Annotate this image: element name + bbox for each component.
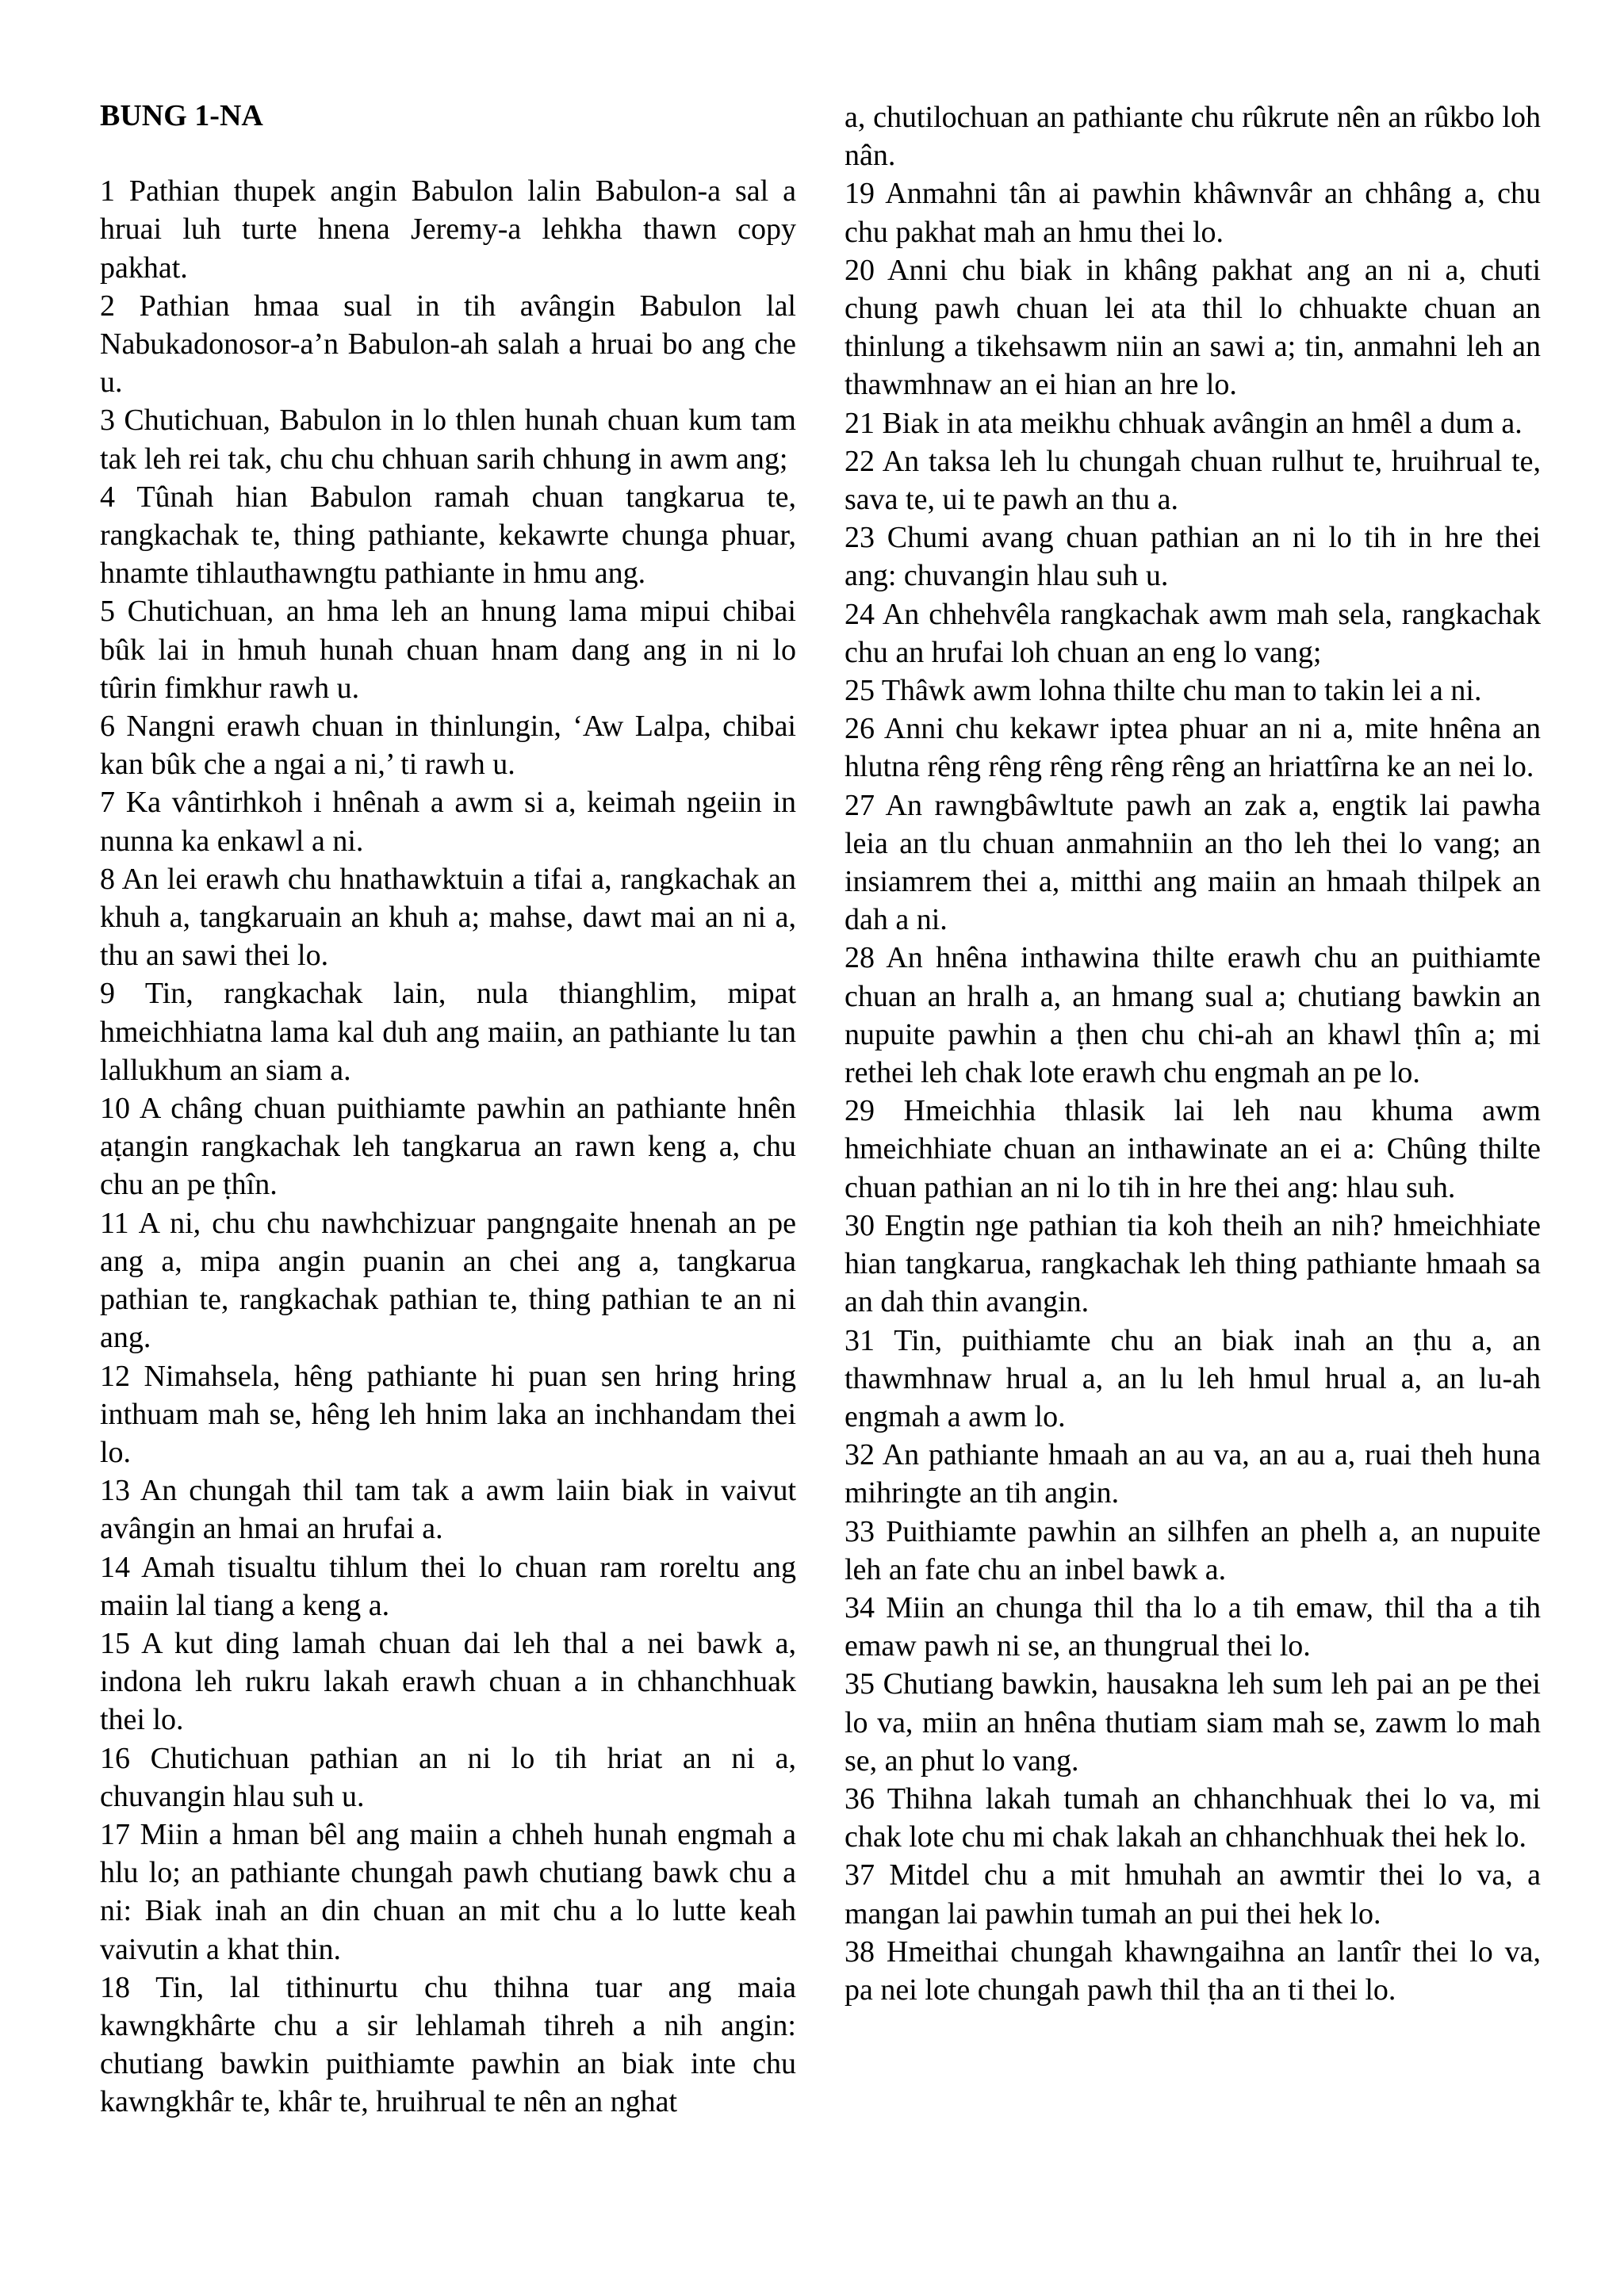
verse: 16 Chutichuan pathian an ni lo tih hriat an ni a, chuvangin hlau suh u. bbox=[100, 1741, 796, 1813]
verse: 18 Tin, lal tithinurtu chu thihna tuar ang maia kawngkhârte chu a sir lehlamah tihreh a nih angin: chutiang bawkin puithiamte pawhin an biak inte chu kawngkhâr te, khâr te, hruihrual te nên an nghat bbox=[100, 1970, 796, 2119]
verse: 6 Nangni erawh chuan in thinlungin, ‘Aw Lalpa, chibai kan bûk che a ngai a ni,’ ti rawh u. bbox=[100, 710, 796, 782]
verse: 4 Tûnah hian Babulon ramah chuan tangkarua te, rangkachak te, thing pathiante, kekawrte chunga phuar, hnamte tihlauthawngtu pathiante in hmu ang. bbox=[100, 480, 796, 591]
verse: 26 Anni chu kekawr iptea phuar an ni a, mite hnêna an hlutna rêng rêng rêng rêng rêng an hriattîrna ke an nei lo. bbox=[845, 712, 1541, 784]
verse: 2 Pathian hmaa sual in tih avângin Babulon lal Nabukadonosor-a’n Babulon-ah salah a hruai bo ang che u. bbox=[100, 289, 796, 400]
verse: 21 Biak in ata meikhu chhuak avângin an hmêl a dum a. bbox=[845, 406, 1522, 440]
verse: 25 Thâwk awm lohna thilte chu man to takin lei a ni. bbox=[845, 674, 1482, 708]
verse: 31 Tin, puithiamte chu an biak inah an ṭhu a, an thawmhnaw hrual a, an lu leh hmul hrual a, an lu-ah engmah a awm lo. bbox=[845, 1323, 1541, 1433]
verse: 7 Ka vântirhkoh i hnênah a awm si a, keimah ngeiin in nunna ka enkawl a ni. bbox=[100, 786, 796, 858]
verse: 28 An hnêna inthawina thilte erawh chu an puithiamte chuan an hralh a, an hmang sual a; chutiang bawkin an nupuite pawhin a ṭhen chu chi-ah an khawl ṭhîn a; mi rethei leh chak lote erawh chu engmah an pe lo. bbox=[845, 941, 1541, 1090]
verse: 13 An chungah thil tam tak a awm laiin biak in vaivut avângin an hmai an hrufai a. bbox=[100, 1474, 796, 1546]
verse: 38 Hmeithai chungah khawngaihna an lantîr thei lo va, pa nei lote chungah pawh thil ṭha an ti thei lo. bbox=[845, 1934, 1541, 2007]
verse: 27 An rawngbâwltute pawh an zak a, engtik lai pawha leia an tlu chuan anmahniin an tho leh thei lo vang; an insiamrem thei a, mitthi ang maiin an hmaah thilpek an dah a ni. bbox=[845, 788, 1541, 937]
verse: 34 Miin an chunga thil tha lo a tih emaw, thil tha a tih emaw pawh ni se, an thungrual thei lo. bbox=[845, 1590, 1541, 1663]
verse: 8 An lei erawh chu hnathawktuin a tifai a, rangkachak an khuh a, tangkaruain an khuh a; mahse, dawt mai an ni a, thu an sawi thei lo. bbox=[100, 862, 796, 973]
verse: a, chutilochuan an pathiante chu rûkrute nên an rûkbo loh nân. bbox=[845, 101, 1541, 173]
verse: 29 Hmeichhia thlasik lai leh nau khuma awm hmeichhiate chuan an inthawinate an ei a: Chûng thilte chuan pathian an ni lo tih in hre thei ang: hlau suh. bbox=[845, 1094, 1541, 1204]
verse: 12 Nimahsela, hêng pathiante hi puan sen hring hring inthuam mah se, hêng leh hnim laka an inchhandam thei lo. bbox=[100, 1359, 796, 1469]
verse: 1 Pathian thupek angin Babulon lalin Babulon-a sal a hruai luh turte hnena Jeremy-a lehkha thawn copy pakhat. bbox=[100, 174, 796, 285]
verse: 9 Tin, rangkachak lain, nula thianghlim, mipat hmeichhiatna lama kal duh ang maiin, an pathiante lu tan lallukhum an siam a. bbox=[100, 977, 796, 1087]
verse: 33 Puithiamte pawhin an silhfen an phelh a, an nupuite leh an fate chu an inbel bawk a. bbox=[845, 1514, 1541, 1586]
verse: 36 Thihna lakah tumah an chhanchhuak thei lo va, mi chak lote chu mi chak lakah an chhanchhuak thei hek lo. bbox=[845, 1781, 1541, 1854]
chapter-heading: BUNG 1-NA bbox=[100, 99, 263, 132]
verse: 37 Mitdel chu a mit hmuhah an awmtir thei lo va, a mangan lai pawhin tumah an pui thei hek lo. bbox=[845, 1858, 1541, 1931]
verse: 10 A châng chuan puithiamte pawhin an pathiante hnên aṭangin rangkachak leh tangkarua an rawn keng a, chu chu an pe ṭhîn. bbox=[100, 1092, 796, 1202]
left-verse-list bbox=[100, 172, 796, 2121]
verse: 30 Engtin nge pathian tia koh theih an nih? hmeichhiate hian tangkarua, rangkachak leh thing pathiante hmaah sa an dah thin avangin. bbox=[845, 1208, 1541, 1319]
verse: 32 An pathiante hmaah an au va, an au a, ruai theh huna mihringte an tih angin. bbox=[845, 1438, 1541, 1510]
verse: 3 Chutichuan, Babulon in lo thlen hunah chuan kum tam tak leh rei tak, chu chu chhuan sarih chhung in awm ang; bbox=[100, 404, 796, 476]
verse: 14 Amah tisualtu tihlum thei lo chuan ram roreltu ang maiin lal tiang a keng a. bbox=[100, 1550, 796, 1622]
left-column bbox=[100, 97, 796, 2122]
verse: 23 Chumi avang chuan pathian an ni lo tih in hre thei ang: chuvangin hlau suh u. bbox=[845, 521, 1541, 593]
right-column bbox=[845, 98, 1541, 2009]
verse: 35 Chutiang bawkin, hausakna leh sum leh pai an pe thei lo va, miin an hnêna thutiam siam mah se, zawm lo mah se, an phut lo vang. bbox=[845, 1667, 1541, 1777]
verse: 20 Anni chu biak in khâng pakhat ang an ni a, chuti chung pawh chuan lei ata thil lo chhuakte chuan an thinlung a tikehsawm niin an sawi a; tin, anmahni leh an thawmhnaw an ei hian an hre lo. bbox=[845, 253, 1541, 402]
verse: 11 A ni, chu chu nawhchizuar pangngaite hnenah an pe ang a, mipa angin puanin an chei ang a, tangkarua pathian te, rangkachak pathian te, thing pathian te an ni ang. bbox=[100, 1206, 796, 1355]
verse: 24 An chhehvêla rangkachak awm mah sela, rangkachak chu an hrufai loh chuan an eng lo vang; bbox=[845, 597, 1541, 669]
verse: 19 Anmahni tân ai pawhin khâwnvâr an chhâng a, chu chu pakhat mah an hmu thei lo. bbox=[845, 177, 1541, 249]
verse: 22 An taksa leh lu chungah chuan rulhut te, hruihrual te, sava te, ui te pawh an thu a. bbox=[845, 444, 1541, 517]
right-verse-list bbox=[845, 98, 1541, 2009]
verse: 15 A kut ding lamah chuan dai leh thal a nei bawk a, indona leh rukru lakah erawh chuan a in chhanchhuak thei lo. bbox=[100, 1626, 796, 1737]
verse: 17 Miin a hman bêl ang maiin a chheh hunah engmah a hlu lo; an pathiante chungah pawh chutiang bawk chu a ni: Biak inah an din chuan an mit chu a lo lutte keah vaivutin a khat thin. bbox=[100, 1817, 796, 1966]
verse: 5 Chutichuan, an hma leh an hnung lama mipui chibai bûk lai in hmuh hunah chuan hnam dang ang in ni lo tûrin fimkhur rawh u. bbox=[100, 595, 796, 705]
